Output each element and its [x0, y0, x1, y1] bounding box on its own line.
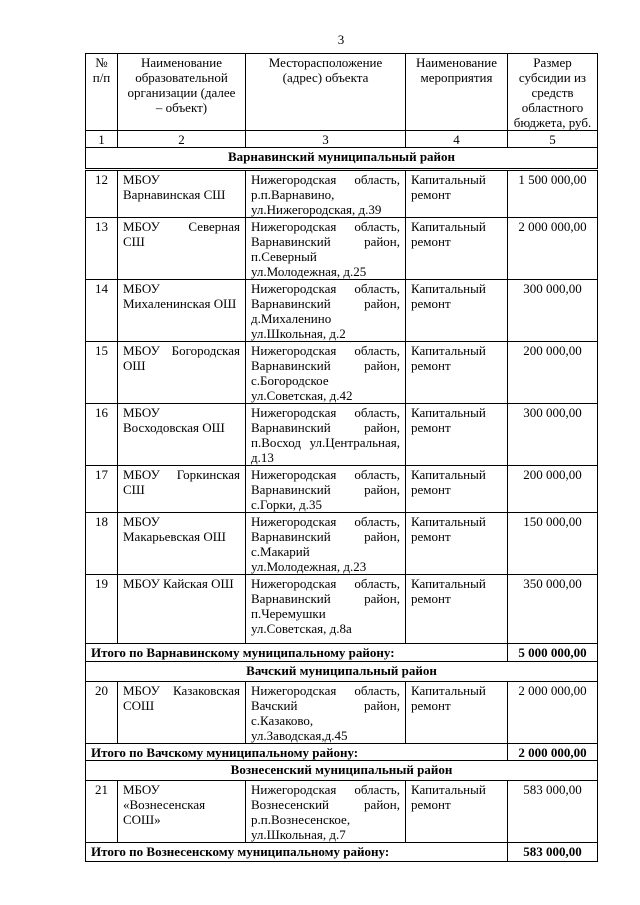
- header-cell-subsidy: [508, 54, 598, 131]
- address-line: Нижегородская область,: [251, 172, 400, 187]
- column-number-row: [86, 131, 598, 148]
- header-line: средств: [531, 85, 574, 100]
- measure-line: Капитальный: [411, 683, 486, 698]
- measure-line: Капитальный: [411, 219, 486, 234]
- measure-line: ремонт: [411, 187, 451, 202]
- address-line: Вознесенский район,: [251, 797, 400, 812]
- address-line: ул.Молодежная, д.25: [251, 264, 367, 279]
- total-amount: 5 000 000,00: [508, 644, 598, 662]
- subsidy-amount: 583 000,00: [508, 781, 598, 843]
- address-line: ул.Заводская,д.45: [251, 728, 348, 743]
- address-line: Нижегородская область,: [251, 782, 400, 797]
- measure-name: [406, 170, 508, 218]
- table-row: [86, 342, 598, 404]
- total-label: Итого по Варнавинскому муниципальному району:: [86, 644, 508, 662]
- measure-name: [406, 575, 508, 644]
- row-number: 18: [86, 513, 118, 575]
- measure-line: ремонт: [411, 482, 451, 497]
- row-number: 12: [86, 170, 118, 218]
- measure-name: [406, 781, 508, 843]
- object-name: [118, 513, 246, 575]
- measure-name: [406, 280, 508, 342]
- subsidy-amount: 300 000,00: [508, 280, 598, 342]
- page-number: 3: [337, 32, 345, 47]
- object-name-line: МБОУ Казаковская: [123, 683, 240, 698]
- row-number: 17: [86, 466, 118, 513]
- column-number: 5: [508, 131, 598, 148]
- address-line: ул.Нижегородская, д.39: [251, 202, 382, 217]
- object-name-line: Варнавинская СШ: [123, 187, 226, 202]
- table-row: [86, 170, 598, 218]
- address-line: Варнавинский район,: [251, 482, 400, 497]
- measure-name: [406, 466, 508, 513]
- object-address: [246, 466, 406, 513]
- total-row: [86, 744, 598, 761]
- column-number: 2: [118, 131, 246, 148]
- total-amount: 583 000,00: [508, 843, 598, 862]
- measure-line: Капитальный: [411, 514, 486, 529]
- section-row: [86, 662, 598, 682]
- object-name-line: МБОУ: [123, 782, 160, 797]
- address-line: Варнавинский район,: [251, 591, 400, 606]
- object-name-line: «Вознесенская: [123, 797, 206, 812]
- address-line: Варнавинский район,: [251, 529, 400, 544]
- object-address: [246, 342, 406, 404]
- subsidy-amount: 200 000,00: [508, 342, 598, 404]
- row-number: 14: [86, 280, 118, 342]
- header-line: организации (далее: [127, 85, 236, 100]
- object-address: [246, 404, 406, 466]
- address-line: Нижегородская область,: [251, 343, 400, 358]
- subsidy-amount: 2 000 000,00: [508, 682, 598, 744]
- object-name-line: МБОУ: [123, 281, 160, 296]
- object-name-line: МБОУ Кайская ОШ: [123, 576, 234, 591]
- address-line: Нижегородская область,: [251, 683, 400, 698]
- header-cell-object-name: [118, 54, 246, 131]
- object-address: [246, 781, 406, 843]
- row-number: 15: [86, 342, 118, 404]
- object-name: [118, 404, 246, 466]
- measure-name: [406, 404, 508, 466]
- measure-line: Капитальный: [411, 343, 486, 358]
- row-number: 21: [86, 781, 118, 843]
- address-line: Нижегородская область,: [251, 219, 400, 234]
- row-number: 19: [86, 575, 118, 644]
- table-row: [86, 513, 598, 575]
- address-line: п.Черемушки: [251, 606, 326, 621]
- row-number: 16: [86, 404, 118, 466]
- header-cell-address: [246, 54, 406, 131]
- address-line: р.п.Варнавино,: [251, 187, 335, 202]
- address-line: с.Казаково,: [251, 713, 314, 728]
- address-line: д.13: [251, 450, 274, 465]
- measure-line: Капитальный: [411, 172, 486, 187]
- address-line: п.Восход ул.Центральная,: [251, 435, 400, 450]
- row-number: 13: [86, 218, 118, 280]
- measure-line: ремонт: [411, 529, 451, 544]
- measure-line: ремонт: [411, 591, 451, 606]
- object-name: [118, 170, 246, 218]
- header-row: [86, 54, 598, 131]
- object-name: [118, 466, 246, 513]
- subsidy-amount: 350 000,00: [508, 575, 598, 644]
- object-name: [118, 218, 246, 280]
- address-line: с.Горки, д.35: [251, 497, 323, 512]
- object-name: [118, 575, 246, 644]
- header-line: (адрес) объекта: [282, 70, 369, 85]
- address-line: Нижегородская область,: [251, 467, 400, 482]
- header-line: образовательной: [135, 70, 228, 85]
- object-address: [246, 218, 406, 280]
- table-row: [86, 682, 598, 744]
- header-line: Размер: [533, 55, 572, 70]
- object-name-line: СШ: [123, 234, 145, 249]
- measure-name: [406, 513, 508, 575]
- table-row: [86, 466, 598, 513]
- header-cell-number: [86, 54, 118, 131]
- measure-line: ремонт: [411, 234, 451, 249]
- address-line: Нижегородская область,: [251, 405, 400, 420]
- subsidy-table-body: [86, 54, 598, 862]
- total-amount: 2 000 000,00: [508, 744, 598, 761]
- object-name-line: МБОУ Горкинская: [123, 467, 240, 482]
- object-name: [118, 781, 246, 843]
- header-line: мероприятия: [420, 70, 493, 85]
- total-row: [86, 644, 598, 662]
- address-line: ул.Советская, д.8а: [251, 621, 352, 636]
- address-line: с.Богородское: [251, 373, 329, 388]
- subsidy-table: [85, 53, 598, 862]
- measure-line: ремонт: [411, 296, 451, 311]
- object-name-line: ОШ: [123, 358, 146, 373]
- object-name-line: Михаленинская ОШ: [123, 296, 237, 311]
- object-name-line: МБОУ: [123, 172, 160, 187]
- address-line: Нижегородская область,: [251, 281, 400, 296]
- subsidy-amount: 150 000,00: [508, 513, 598, 575]
- total-row: [86, 843, 598, 862]
- measure-line: Капитальный: [411, 281, 486, 296]
- object-name-line: СОШ»: [123, 812, 161, 827]
- total-label: Итого по Вознесенскому муниципальному району:: [86, 843, 508, 862]
- subsidy-amount: 300 000,00: [508, 404, 598, 466]
- address-line: Вачский район,: [251, 698, 400, 713]
- measure-line: Капитальный: [411, 467, 486, 482]
- address-line: Варнавинский район,: [251, 358, 400, 373]
- table-row: [86, 781, 598, 843]
- address-line: д.Михаленино: [251, 311, 332, 326]
- header-cell-measure: [406, 54, 508, 131]
- object-address: [246, 682, 406, 744]
- column-number: 3: [246, 131, 406, 148]
- object-name-line: МБОУ: [123, 405, 160, 420]
- measure-line: Капитальный: [411, 782, 486, 797]
- address-line: п.Северный: [251, 249, 317, 264]
- object-name-line: МБОУ Богородская: [123, 343, 240, 358]
- header-line: Наименование: [141, 55, 222, 70]
- section-row: [86, 148, 598, 170]
- object-address: [246, 280, 406, 342]
- header-line: бюджета, руб.: [513, 115, 592, 130]
- section-row: [86, 761, 598, 781]
- object-name-line: Восходовская ОШ: [123, 420, 225, 435]
- measure-line: ремонт: [411, 420, 451, 435]
- table-row: [86, 575, 598, 644]
- object-name-line: СОШ: [123, 698, 155, 713]
- address-line: Варнавинский район,: [251, 234, 400, 249]
- header-line: Месторасположение: [268, 55, 383, 70]
- table-row: [86, 280, 598, 342]
- section-title: Вознесенский муниципальный район: [86, 761, 598, 781]
- object-address: [246, 170, 406, 218]
- measure-name: [406, 342, 508, 404]
- measure-line: Капитальный: [411, 576, 486, 591]
- measure-line: ремонт: [411, 698, 451, 713]
- object-address: [246, 513, 406, 575]
- object-name-line: Макарьевская ОШ: [123, 529, 226, 544]
- address-line: Варнавинский район,: [251, 420, 400, 435]
- object-name: [118, 682, 246, 744]
- table-row: [86, 404, 598, 466]
- object-name: [118, 342, 246, 404]
- address-line: ул.Советская, д.42: [251, 388, 353, 403]
- address-line: ул.Молодежная, д.23: [251, 559, 367, 574]
- header-line: Наименование: [416, 55, 497, 70]
- subsidy-amount: 200 000,00: [508, 466, 598, 513]
- total-label: Итого по Вачскому муниципальному району:: [86, 744, 508, 761]
- object-name-line: СШ: [123, 482, 145, 497]
- address-line: ул.Школьная, д.2: [251, 326, 346, 341]
- measure-name: [406, 218, 508, 280]
- section-title: Варнавинский муниципальный район: [86, 148, 598, 170]
- column-number: 4: [406, 131, 508, 148]
- subsidy-amount: 2 000 000,00: [508, 218, 598, 280]
- section-title: Вачский муниципальный район: [86, 662, 598, 682]
- subsidy-amount: 1 500 000,00: [508, 170, 598, 218]
- object-name-line: МБОУ: [123, 514, 160, 529]
- table-row: [86, 218, 598, 280]
- object-address: [246, 575, 406, 644]
- address-line: Нижегородская область,: [251, 576, 400, 591]
- header-line: – объект): [155, 100, 208, 115]
- measure-line: Капитальный: [411, 405, 486, 420]
- header-line: субсидии из: [518, 70, 587, 85]
- address-line: Варнавинский район,: [251, 296, 400, 311]
- address-line: р.п.Вознесенское,: [251, 812, 351, 827]
- address-line: ул.Школьная, д.7: [251, 827, 346, 842]
- header-line: областного: [521, 100, 584, 115]
- column-number: 1: [86, 131, 118, 148]
- header-line: п/п: [92, 70, 111, 85]
- row-number: 20: [86, 682, 118, 744]
- address-line: Нижегородская область,: [251, 514, 400, 529]
- object-name-line: МБОУ Северная: [123, 219, 240, 234]
- measure-line: ремонт: [411, 358, 451, 373]
- address-line: с.Макарий: [251, 544, 310, 559]
- header-line: №: [95, 55, 108, 70]
- object-name: [118, 280, 246, 342]
- measure-name: [406, 682, 508, 744]
- measure-line: ремонт: [411, 797, 451, 812]
